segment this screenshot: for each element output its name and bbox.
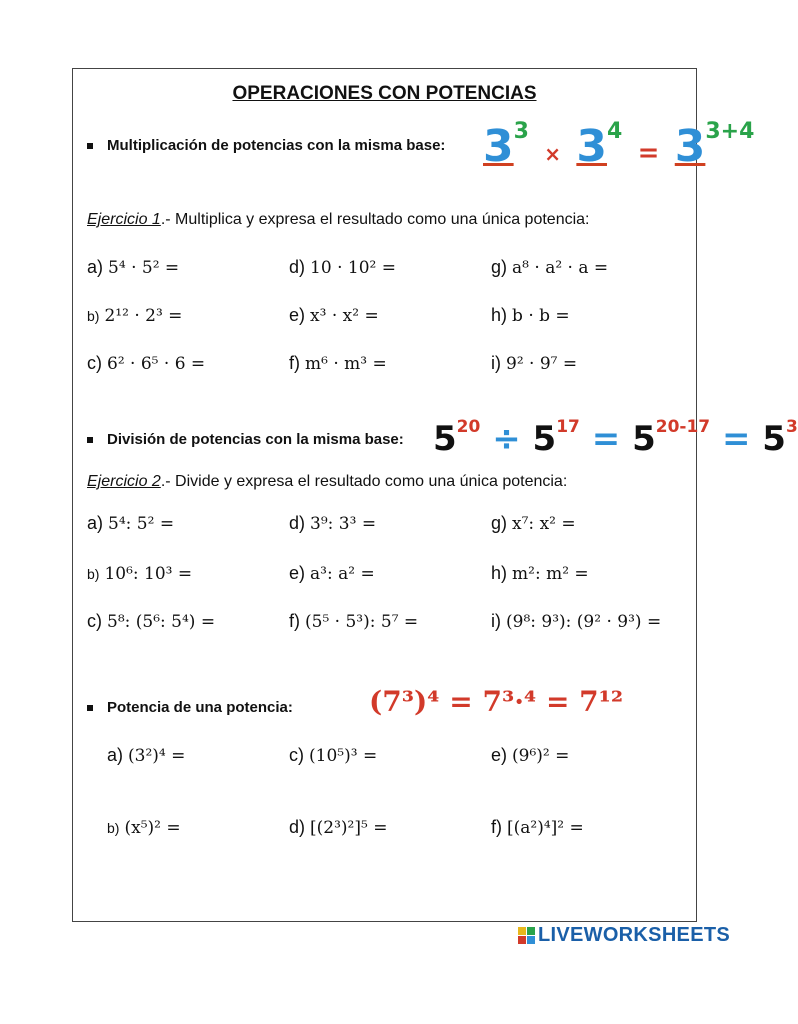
exercise-item[interactable]: f) m⁶ · m³ = (289, 353, 387, 374)
div-row-1 (87, 513, 686, 543)
exercise-item[interactable]: e) a³: a² = (289, 563, 375, 584)
exercise-item[interactable]: h) b · b = (491, 305, 570, 326)
page-title: OPERACIONES CON POTENCIAS (232, 83, 537, 104)
exercise-item[interactable]: b) 10⁶: 10³ = (87, 564, 193, 584)
exercise-item[interactable]: c) (10⁵)³ = (289, 745, 378, 766)
logo-icon (518, 927, 535, 944)
pow-row-2 (87, 817, 686, 847)
exercise-item[interactable]: d) [(2³)²]⁵ = (289, 817, 388, 838)
exercise-item[interactable]: d) 3⁹: 3³ = (289, 513, 377, 534)
section-power-of-power-heading: Potencia de una potencia: (87, 699, 293, 716)
mult-row-2 (87, 305, 686, 335)
exercise-item[interactable]: g) a⁸ · a² · a = (491, 257, 609, 278)
multiplication-illustration: $3^3 \times 3^4 = 3^{3+4}$ (483, 119, 755, 172)
exercise-item[interactable]: g) x⁷: x² = (491, 513, 576, 534)
exercise-2-instruction: Ejercicio 2.- Divide y expresa el resultado como una única potencia: (87, 473, 568, 490)
exercise-item[interactable]: a) 5⁴ · 5² = (87, 257, 180, 278)
exercise-item[interactable]: d) 10 · 10² = (289, 257, 396, 278)
div-row-3 (87, 611, 686, 641)
power-of-power-illustration: (7³)⁴ = 7³·⁴ = 7¹² (369, 685, 624, 718)
exercise-item[interactable]: f) (5⁵ · 5³): 5⁷ = (289, 611, 419, 632)
section-division-heading: División de potencias con la misma base: (87, 431, 404, 448)
div-row-2 (87, 563, 686, 593)
exercise-item[interactable]: c) 6² · 6⁵ · 6 = (87, 353, 206, 374)
exercise-item[interactable]: a) (3²)⁴ = (107, 745, 186, 766)
liveworksheets-logo: LIVEWORKSHEETS (518, 924, 730, 947)
mult-row-3 (87, 353, 686, 383)
bullet-icon (87, 143, 93, 149)
exercise-item[interactable]: h) m²: m² = (491, 563, 589, 584)
exercise-item[interactable]: b) 2¹² · 2³ = (87, 306, 183, 326)
mult-row-1 (87, 257, 686, 287)
exercise-item[interactable]: b) (x⁵)² = (107, 818, 181, 838)
exercise-item[interactable]: c) 5⁸: (5⁶: 5⁴) = (87, 611, 216, 632)
exercise-item[interactable]: e) (9⁶)² = (491, 745, 570, 766)
exercise-item[interactable]: e) x³ · x² = (289, 305, 379, 326)
worksheet-page (72, 68, 798, 922)
exercise-item[interactable]: a) 5⁴: 5² = (87, 513, 175, 534)
exercise-item[interactable]: f) [(a²)⁴]² = (491, 817, 584, 838)
exercise-1-link[interactable]: Ejercicio 1 (87, 211, 161, 228)
exercise-1-instruction: Ejercicio 1.- Multiplica y expresa el resultado como una única potencia: (87, 211, 590, 228)
exercise-item[interactable]: i) 9² · 9⁷ = (491, 353, 578, 374)
exercise-item[interactable]: i) (9⁸: 9³): (9² · 9³) = (491, 611, 662, 632)
bullet-icon (87, 437, 93, 443)
bullet-icon (87, 705, 93, 711)
pow-row-1 (87, 745, 686, 775)
section-multiplication-heading: Multiplicación de potencias con la misma base: (87, 137, 445, 154)
division-illustration: $5^{20} \div 5^{17} = 5^{20-17} = 5^3$ (433, 417, 798, 459)
exercise-2-link[interactable]: Ejercicio 2 (87, 473, 161, 490)
